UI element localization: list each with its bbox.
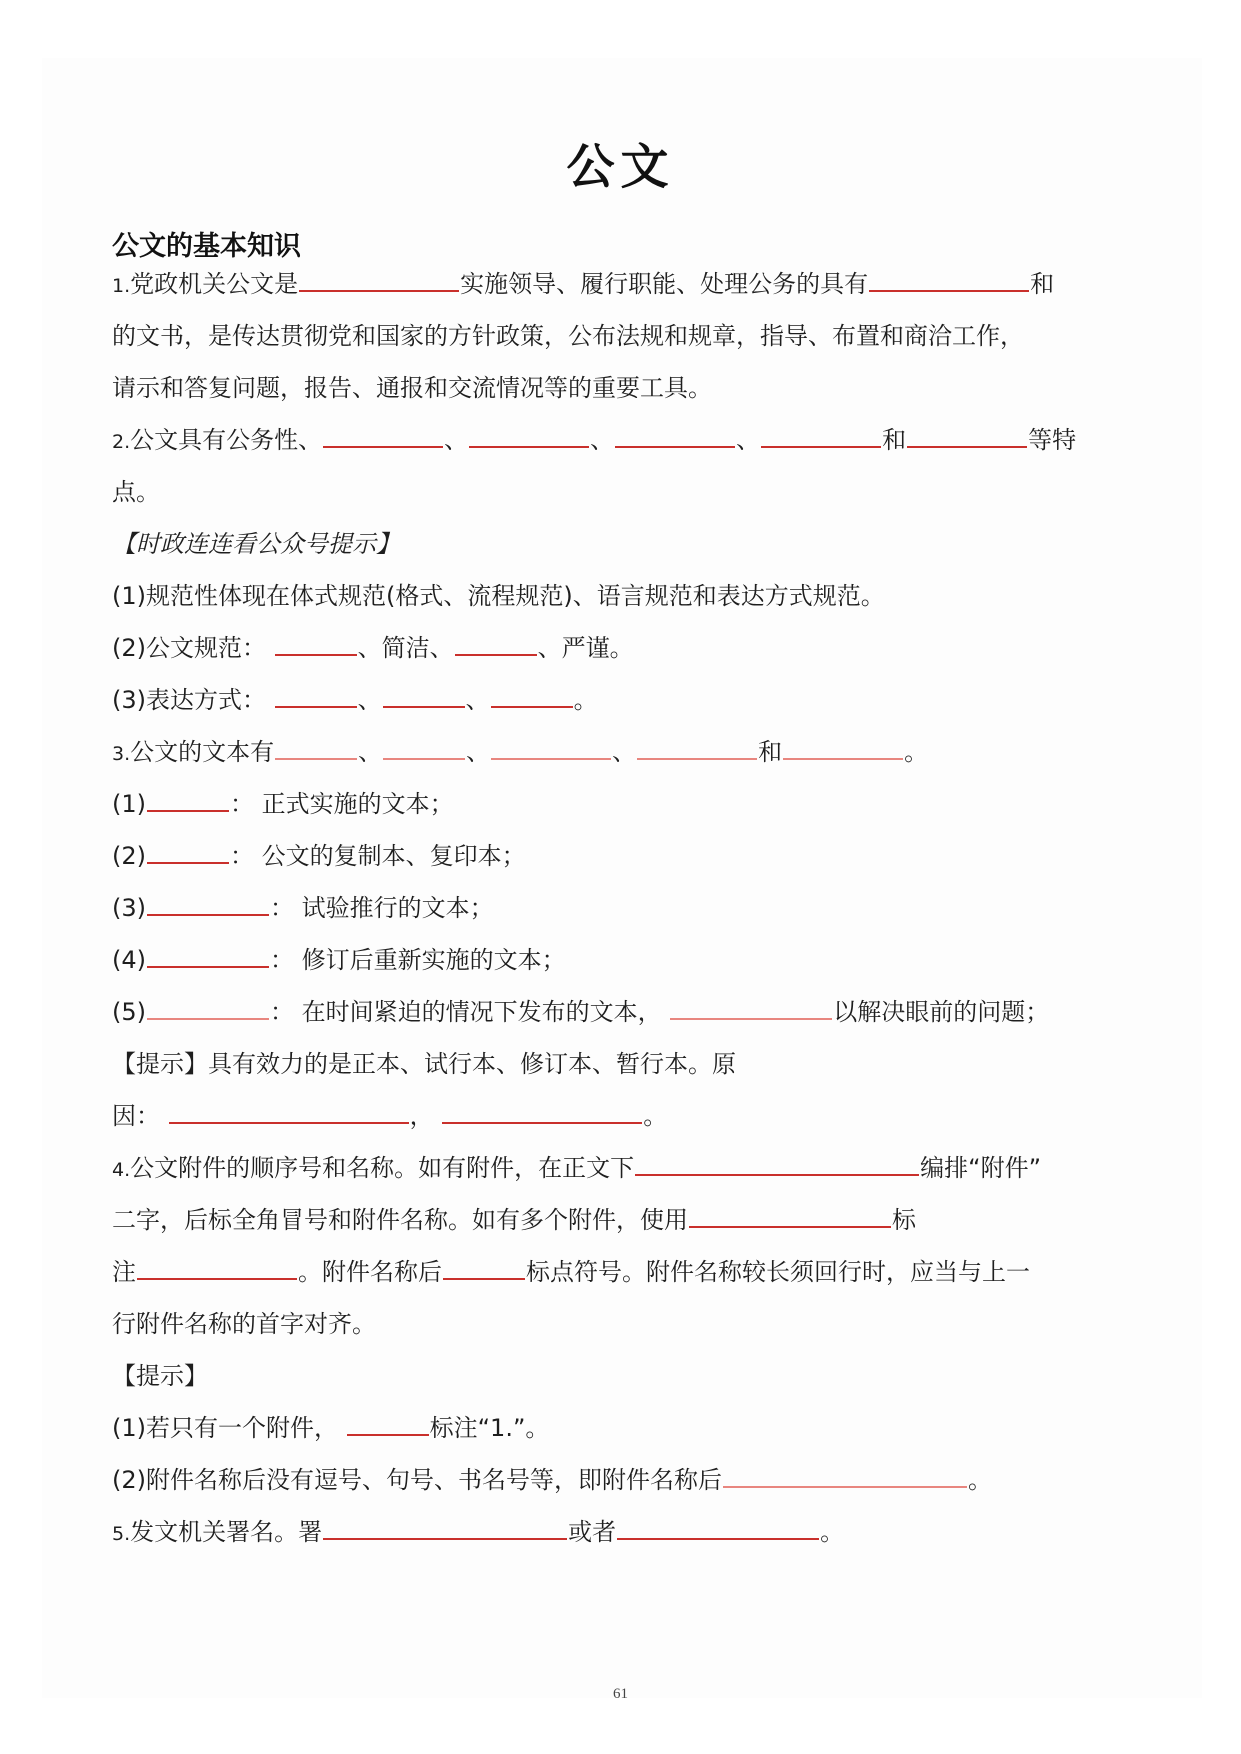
line-text: 、简洁、 bbox=[357, 634, 454, 662]
line-text: 因： bbox=[112, 1102, 168, 1130]
page-number: 61 bbox=[613, 1686, 628, 1702]
fill-in-blank[interactable] bbox=[442, 1100, 642, 1124]
line-text: 公文的文本有 bbox=[130, 738, 275, 766]
fill-in-blank[interactable] bbox=[147, 788, 229, 812]
text-line-hint-attach-1 bbox=[112, 1412, 549, 1444]
section-heading: 公文的基本知识 bbox=[112, 231, 301, 262]
line-text: 。附件名称后 bbox=[298, 1258, 442, 1286]
fill-in-blank[interactable] bbox=[443, 1256, 525, 1280]
line-text: 、 bbox=[612, 738, 637, 766]
page-sheet bbox=[42, 58, 1202, 1698]
line-text: 5. bbox=[112, 1523, 131, 1545]
line-text: 、 bbox=[357, 686, 382, 714]
line-text: 和 bbox=[758, 738, 783, 766]
line-text: (1) bbox=[112, 790, 146, 818]
line-text: (2)公文规范： bbox=[112, 634, 274, 662]
text-line-q4-line4 bbox=[112, 1308, 376, 1340]
fill-in-blank[interactable] bbox=[323, 424, 443, 448]
line-text: 【提示】 bbox=[112, 1362, 208, 1390]
fill-in-blank[interactable] bbox=[635, 1152, 919, 1176]
line-text: 、 bbox=[466, 738, 491, 766]
line-text: 等特 bbox=[1028, 426, 1077, 454]
line-text: ： 试验推行的文本； bbox=[270, 894, 494, 922]
line-text: ： 公文的复制本、复印本； bbox=[230, 842, 526, 870]
text-line-q1-line2 bbox=[112, 320, 1024, 352]
line-text: 、 bbox=[465, 686, 490, 714]
fill-in-blank[interactable] bbox=[615, 424, 735, 448]
fill-in-blank[interactable] bbox=[147, 944, 269, 968]
text-line-q3-sub5 bbox=[112, 996, 1049, 1028]
line-text: 。 bbox=[573, 686, 598, 714]
line-text: ： 修订后重新实施的文本； bbox=[270, 946, 566, 974]
fill-in-blank[interactable] bbox=[783, 736, 903, 760]
fill-in-blank[interactable] bbox=[383, 736, 465, 760]
line-text: 请示和答复问题，报告、通报和交流情况等的重要工具。 bbox=[112, 374, 712, 402]
line-text: 、严谨。 bbox=[537, 634, 634, 662]
text-line-q4-line1 bbox=[112, 1152, 1041, 1186]
text-line-q1-line3 bbox=[112, 372, 712, 404]
line-text: 标注“1.”。 bbox=[429, 1414, 550, 1442]
line-text: 公文附件的顺序号和名称。如有附件，在正文下 bbox=[130, 1154, 635, 1182]
fill-in-blank[interactable] bbox=[491, 684, 573, 708]
fill-in-blank[interactable] bbox=[137, 1256, 297, 1280]
line-text: 标 bbox=[892, 1206, 916, 1234]
line-text: 公文具有公务性、 bbox=[130, 426, 323, 454]
line-text: 二字，后标全角冒号和附件名称。如有多个附件，使用 bbox=[112, 1206, 688, 1234]
fill-in-blank[interactable] bbox=[907, 424, 1027, 448]
fill-in-blank[interactable] bbox=[275, 632, 357, 656]
fill-in-blank[interactable] bbox=[169, 1100, 409, 1124]
fill-in-blank[interactable] bbox=[491, 736, 611, 760]
text-line-hint-1 bbox=[112, 580, 885, 612]
text-line-q3-sub2 bbox=[112, 840, 526, 872]
line-text: 。 bbox=[820, 1518, 845, 1546]
line-text: (2)附件名称后没有逗号、句号、书名号等，即附件名称后 bbox=[112, 1466, 722, 1494]
line-text: 以解决眼前的问题； bbox=[833, 998, 1050, 1026]
line-text: 标点符号。附件名称较长须回行时，应当与上一 bbox=[526, 1258, 1030, 1286]
line-text: 发文机关署名。署 bbox=[130, 1518, 323, 1546]
fill-in-blank[interactable] bbox=[637, 736, 757, 760]
line-text: 党政机关公文是 bbox=[130, 270, 299, 298]
line-text: 和 bbox=[1030, 270, 1055, 298]
text-line-q2-line1 bbox=[112, 424, 1076, 458]
fill-in-blank[interactable] bbox=[723, 1464, 967, 1488]
text-line-hint-3 bbox=[112, 684, 598, 716]
line-text: (2) bbox=[112, 842, 146, 870]
line-text: ： 正式实施的文本； bbox=[230, 790, 454, 818]
text-line-hint-2 bbox=[112, 632, 634, 664]
line-text: (1)规范性体现在体式规范(格式、流程规范)、语言规范和表达方式规范。 bbox=[112, 582, 885, 610]
line-text: 点。 bbox=[112, 478, 160, 506]
line-text: 、 bbox=[358, 738, 383, 766]
line-text: 1. bbox=[112, 275, 131, 297]
fill-in-blank[interactable] bbox=[869, 268, 1029, 292]
fill-in-blank[interactable] bbox=[469, 424, 589, 448]
line-text: 的文书，是传达贯彻党和国家的方针政策，公布法规和规章，指导、布置和商洽工作， bbox=[112, 322, 1024, 350]
line-text: (4) bbox=[112, 946, 146, 974]
line-text: (1)若只有一个附件， bbox=[112, 1414, 346, 1442]
fill-in-blank[interactable] bbox=[275, 684, 357, 708]
line-text: 。 bbox=[904, 738, 929, 766]
fill-in-blank[interactable] bbox=[455, 632, 537, 656]
text-line-hint-attach-2 bbox=[112, 1464, 992, 1496]
fill-in-blank[interactable] bbox=[147, 840, 229, 864]
line-text: 和 bbox=[882, 426, 907, 454]
line-text: ： 在时间紧迫的情况下发布的文本， bbox=[270, 998, 670, 1026]
line-text: ， bbox=[409, 1102, 442, 1130]
page-title: 公文 bbox=[566, 139, 675, 195]
fill-in-blank[interactable] bbox=[147, 996, 269, 1020]
fill-in-blank[interactable] bbox=[299, 268, 459, 292]
text-line-q5-line1 bbox=[112, 1516, 844, 1550]
line-text: 行附件名称的首字对齐。 bbox=[112, 1310, 376, 1338]
fill-in-blank[interactable] bbox=[275, 736, 357, 760]
fill-in-blank[interactable] bbox=[689, 1204, 891, 1228]
text-line-q3-sub3 bbox=[112, 892, 494, 924]
text-line-q2-line2 bbox=[112, 476, 160, 508]
line-text: 注 bbox=[112, 1258, 136, 1286]
text-line-hint-effect-1 bbox=[112, 1048, 736, 1080]
line-text: 4. bbox=[112, 1159, 131, 1181]
fill-in-blank[interactable] bbox=[670, 996, 832, 1020]
line-text: 3. bbox=[112, 743, 131, 765]
text-line-hint-attach bbox=[112, 1360, 208, 1392]
line-text: (5) bbox=[112, 998, 146, 1026]
text-line-hint-effect-2 bbox=[112, 1100, 667, 1132]
text-line-q1-line1 bbox=[112, 268, 1054, 302]
line-text: 【提示】具有效力的是正本、试行本、修订本、暂行本。原 bbox=[112, 1050, 736, 1078]
line-text: 、 bbox=[736, 426, 761, 454]
text-line-q3-sub1 bbox=[112, 788, 454, 820]
fill-in-blank[interactable] bbox=[147, 892, 269, 916]
text-line-q3-sub4 bbox=[112, 944, 566, 976]
line-text: 。 bbox=[643, 1102, 668, 1130]
line-text: 或者 bbox=[568, 1518, 617, 1546]
text-line-hint-wechat bbox=[112, 528, 400, 560]
fill-in-blank[interactable] bbox=[347, 1412, 429, 1436]
text-line-q4-line3 bbox=[112, 1256, 1030, 1288]
fill-in-blank[interactable] bbox=[383, 684, 465, 708]
line-text: (3)表达方式： bbox=[112, 686, 274, 714]
fill-in-blank[interactable] bbox=[761, 424, 881, 448]
text-line-q3-line1 bbox=[112, 736, 928, 770]
line-text: 。 bbox=[968, 1466, 992, 1494]
text-line-q4-line2 bbox=[112, 1204, 916, 1236]
fill-in-blank[interactable] bbox=[323, 1516, 567, 1540]
line-text: 2. bbox=[112, 431, 131, 453]
line-text: 实施领导、履行职能、处理公务的具有 bbox=[460, 270, 869, 298]
line-text: 、 bbox=[444, 426, 469, 454]
fill-in-blank[interactable] bbox=[617, 1516, 819, 1540]
line-text: 【时政连连看公众号提示】 bbox=[112, 530, 400, 558]
line-text: 、 bbox=[590, 426, 615, 454]
line-text: (3) bbox=[112, 894, 146, 922]
line-text: 编排“附件” bbox=[920, 1154, 1042, 1182]
